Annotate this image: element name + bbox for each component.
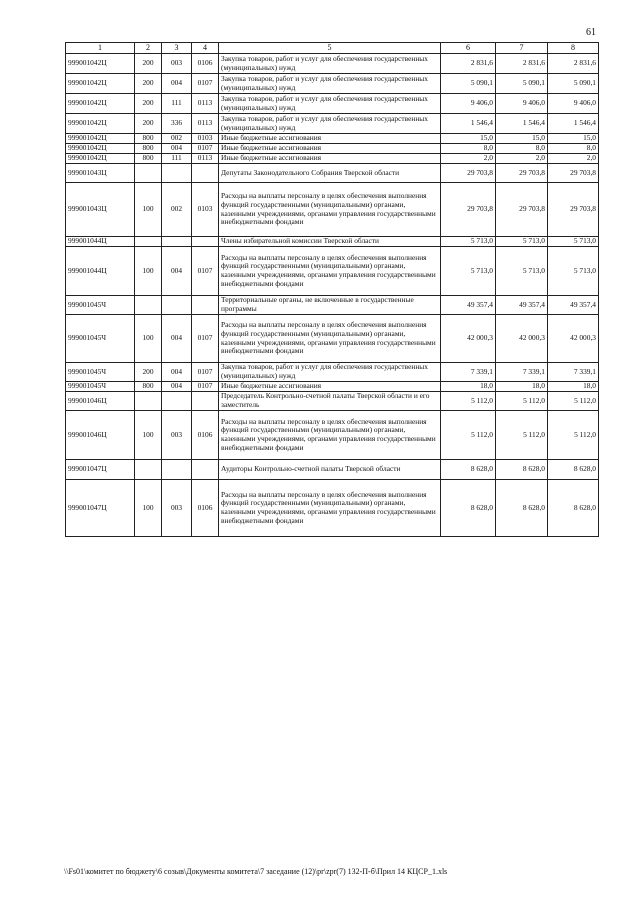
table-row [66, 144, 599, 154]
name-cell: Закупка товаров, работ и услуг для обеспечения государственных (муниципальных) нужд [219, 363, 441, 382]
expense-type-cell [135, 237, 162, 247]
amount-col7-cell: 2 831,6 [496, 54, 548, 74]
amount-col7-cell: 5 112,0 [496, 392, 548, 411]
expense-type-cell [135, 164, 162, 183]
name-cell: Аудиторы Контрольно-счетной палаты Тверской области [219, 460, 441, 480]
section-cell: 004 [162, 74, 192, 94]
amount-col7-cell: 9 406,0 [496, 94, 548, 114]
name-cell: Расходы на выплаты персоналу в целях обеспечения выполнения функций государственными (муниципальными) органами, казенными учреждениями, органами управления государственными внебюджетными фондами [219, 315, 441, 363]
header-col-8: 8 [548, 43, 599, 54]
name-cell: Члены избирательной комиссии Тверской области [219, 237, 441, 247]
amount-col7-cell: 42 000,3 [496, 315, 548, 363]
csr-code-cell: 999001042Ц [66, 74, 135, 94]
amount-col6-cell: 2,0 [441, 154, 496, 164]
amount-col8-cell: 18,0 [548, 382, 599, 392]
expense-type-cell: 100 [135, 183, 162, 237]
subsection-cell [192, 164, 219, 183]
amount-col8-cell: 15,0 [548, 134, 599, 144]
table-row [66, 154, 599, 164]
amount-col7-cell: 15,0 [496, 134, 548, 144]
csr-code-cell: 999001043Ц [66, 164, 135, 183]
section-cell [162, 237, 192, 247]
csr-code-cell: 999001042Ц [66, 94, 135, 114]
table-row [66, 114, 599, 134]
amount-col7-cell: 5 112,0 [496, 411, 548, 460]
subsection-cell: 0107 [192, 363, 219, 382]
csr-code-cell: 999001045Ч [66, 296, 135, 315]
table-row [66, 411, 599, 460]
amount-col6-cell: 1 546,4 [441, 114, 496, 134]
table-row [66, 247, 599, 296]
name-cell: Территориальные органы, не включенные в государственные программы [219, 296, 441, 315]
section-cell: 004 [162, 144, 192, 154]
expense-type-cell: 800 [135, 134, 162, 144]
amount-col6-cell: 8,0 [441, 144, 496, 154]
subsection-cell: 0103 [192, 134, 219, 144]
amount-col8-cell: 8,0 [548, 144, 599, 154]
expense-type-cell: 200 [135, 114, 162, 134]
table-header-row [66, 43, 599, 54]
name-cell: Закупка товаров, работ и услуг для обеспечения государственных (муниципальных) нужд [219, 94, 441, 114]
amount-col8-cell: 2,0 [548, 154, 599, 164]
section-cell: 003 [162, 480, 192, 537]
csr-code-cell: 999001044Ц [66, 237, 135, 247]
subsection-cell [192, 296, 219, 315]
section-cell: 002 [162, 134, 192, 144]
amount-col6-cell: 2 831,6 [441, 54, 496, 74]
name-cell: Иные бюджетные ассигнования [219, 382, 441, 392]
csr-code-cell: 999001046Ц [66, 392, 135, 411]
amount-col6-cell: 8 628,0 [441, 460, 496, 480]
csr-code-cell: 999001044Ц [66, 247, 135, 296]
csr-code-cell: 999001046Ц [66, 411, 135, 460]
subsection-cell: 0107 [192, 247, 219, 296]
amount-col8-cell: 1 546,4 [548, 114, 599, 134]
subsection-cell [192, 392, 219, 411]
name-cell: Закупка товаров, работ и услуг для обеспечения государственных (муниципальных) нужд [219, 54, 441, 74]
name-cell: Расходы на выплаты персоналу в целях обеспечения выполнения функций государственными (муниципальными) органами, казенными учреждениями, органами управления государственными внебюджетными фондами [219, 247, 441, 296]
subsection-cell [192, 460, 219, 480]
csr-code-cell: 999001045Ч [66, 315, 135, 363]
table-row [66, 382, 599, 392]
amount-col7-cell: 5 713,0 [496, 247, 548, 296]
name-cell: Депутаты Законодательного Собрания Тверской области [219, 164, 441, 183]
amount-col6-cell: 5 090,1 [441, 74, 496, 94]
name-cell: Закупка товаров, работ и услуг для обеспечения государственных (муниципальных) нужд [219, 114, 441, 134]
amount-col7-cell: 18,0 [496, 382, 548, 392]
name-cell: Иные бюджетные ассигнования [219, 144, 441, 154]
amount-col6-cell: 9 406,0 [441, 94, 496, 114]
csr-code-cell: 999001042Ц [66, 134, 135, 144]
section-cell [162, 164, 192, 183]
amount-col8-cell: 7 339,1 [548, 363, 599, 382]
expense-type-cell [135, 296, 162, 315]
header-col-2: 2 [135, 43, 162, 54]
name-cell: Закупка товаров, работ и услуг для обеспечения государственных (муниципальных) нужд [219, 74, 441, 94]
amount-col6-cell: 5 713,0 [441, 247, 496, 296]
table-row [66, 460, 599, 480]
section-cell: 002 [162, 183, 192, 237]
section-cell [162, 296, 192, 315]
budget-table [65, 42, 599, 537]
amount-col6-cell: 5 713,0 [441, 237, 496, 247]
amount-col7-cell: 8 628,0 [496, 460, 548, 480]
amount-col7-cell: 29 703,8 [496, 164, 548, 183]
expense-type-cell: 800 [135, 154, 162, 164]
name-cell: Расходы на выплаты персоналу в целях обеспечения выполнения функций государственными (муниципальными) органами, казенными учреждениями, органами управления государственными внебюджетными фондами [219, 411, 441, 460]
section-cell: 004 [162, 247, 192, 296]
amount-col8-cell: 9 406,0 [548, 94, 599, 114]
expense-type-cell: 200 [135, 363, 162, 382]
csr-code-cell: 999001042Ц [66, 54, 135, 74]
section-cell: 003 [162, 54, 192, 74]
subsection-cell: 0106 [192, 54, 219, 74]
table-row [66, 315, 599, 363]
expense-type-cell: 800 [135, 382, 162, 392]
table-row [66, 74, 599, 94]
subsection-cell: 0107 [192, 144, 219, 154]
subsection-cell: 0113 [192, 94, 219, 114]
amount-col8-cell: 49 357,4 [548, 296, 599, 315]
csr-code-cell: 999001042Ц [66, 144, 135, 154]
section-cell: 004 [162, 363, 192, 382]
csr-code-cell: 999001047Ц [66, 460, 135, 480]
table-row [66, 164, 599, 183]
expense-type-cell [135, 460, 162, 480]
subsection-cell: 0107 [192, 382, 219, 392]
section-cell: 004 [162, 315, 192, 363]
csr-code-cell: 999001042Ц [66, 154, 135, 164]
amount-col6-cell: 5 112,0 [441, 411, 496, 460]
name-cell: Иные бюджетные ассигнования [219, 134, 441, 144]
amount-col8-cell: 5 112,0 [548, 411, 599, 460]
subsection-cell [192, 237, 219, 247]
expense-type-cell: 200 [135, 74, 162, 94]
subsection-cell: 0103 [192, 183, 219, 237]
expense-type-cell [135, 392, 162, 411]
expense-type-cell: 100 [135, 480, 162, 537]
header-col-3: 3 [162, 43, 192, 54]
section-cell [162, 392, 192, 411]
expense-type-cell: 800 [135, 144, 162, 154]
amount-col8-cell: 2 831,6 [548, 54, 599, 74]
expense-type-cell: 100 [135, 247, 162, 296]
amount-col8-cell: 5 713,0 [548, 237, 599, 247]
amount-col6-cell: 7 339,1 [441, 363, 496, 382]
amount-col8-cell: 5 090,1 [548, 74, 599, 94]
subsection-cell: 0106 [192, 480, 219, 537]
table-body [66, 54, 599, 537]
amount-col6-cell: 29 703,8 [441, 183, 496, 237]
csr-code-cell: 999001047Ц [66, 480, 135, 537]
section-cell: 111 [162, 154, 192, 164]
amount-col6-cell: 8 628,0 [441, 480, 496, 537]
table-row [66, 296, 599, 315]
amount-col7-cell: 5 713,0 [496, 237, 548, 247]
amount-col8-cell: 42 000,3 [548, 315, 599, 363]
csr-code-cell: 999001045Ч [66, 363, 135, 382]
expense-type-cell: 100 [135, 315, 162, 363]
table-row [66, 480, 599, 537]
csr-code-cell: 999001043Ц [66, 183, 135, 237]
amount-col8-cell: 29 703,8 [548, 164, 599, 183]
csr-code-cell: 999001042Ц [66, 114, 135, 134]
subsection-cell: 0107 [192, 74, 219, 94]
csr-code-cell: 999001045Ч [66, 382, 135, 392]
amount-col6-cell: 49 357,4 [441, 296, 496, 315]
expense-type-cell: 200 [135, 54, 162, 74]
amount-col6-cell: 42 000,3 [441, 315, 496, 363]
header-col-1: 1 [66, 43, 135, 54]
expense-type-cell: 200 [135, 94, 162, 114]
amount-col8-cell: 8 628,0 [548, 480, 599, 537]
file-path-footer: \\Fs01\комитет по бюджету\6 созыв\Документы комитета\7 заседание (12)\pr\zpr(7) 132-П-б\Прил 14 КЦСР_1.xls [64, 867, 448, 876]
amount-col7-cell: 8,0 [496, 144, 548, 154]
header-col-6: 6 [441, 43, 496, 54]
expense-type-cell: 100 [135, 411, 162, 460]
section-cell: 004 [162, 382, 192, 392]
amount-col7-cell: 1 546,4 [496, 114, 548, 134]
amount-col8-cell: 5 713,0 [548, 247, 599, 296]
name-cell: Председатель Контрольно-счетной палаты Тверской области и его заместитель [219, 392, 441, 411]
amount-col7-cell: 7 339,1 [496, 363, 548, 382]
section-cell [162, 460, 192, 480]
header-col-4: 4 [192, 43, 219, 54]
table-row [66, 392, 599, 411]
name-cell: Расходы на выплаты персоналу в целях обеспечения выполнения функций государственными (муниципальными) органами, казенными учреждениями, органами управления государственными внебюджетными фондами [219, 480, 441, 537]
amount-col6-cell: 5 112,0 [441, 392, 496, 411]
amount-col7-cell: 29 703,8 [496, 183, 548, 237]
header-col-5: 5 [219, 43, 441, 54]
table-row [66, 134, 599, 144]
subsection-cell: 0113 [192, 154, 219, 164]
amount-col8-cell: 29 703,8 [548, 183, 599, 237]
name-cell: Расходы на выплаты персоналу в целях обеспечения выполнения функций государственными (муниципальными) органами, казенными учреждениями, органами управления государственными внебюджетными фондами [219, 183, 441, 237]
table-row [66, 183, 599, 237]
amount-col6-cell: 15,0 [441, 134, 496, 144]
amount-col7-cell: 5 090,1 [496, 74, 548, 94]
section-cell: 336 [162, 114, 192, 134]
amount-col8-cell: 8 628,0 [548, 460, 599, 480]
amount-col7-cell: 8 628,0 [496, 480, 548, 537]
header-col-7: 7 [496, 43, 548, 54]
amount-col7-cell: 49 357,4 [496, 296, 548, 315]
amount-col7-cell: 2,0 [496, 154, 548, 164]
subsection-cell: 0113 [192, 114, 219, 134]
amount-col6-cell: 29 703,8 [441, 164, 496, 183]
subsection-cell: 0106 [192, 411, 219, 460]
section-cell: 111 [162, 94, 192, 114]
table-row [66, 237, 599, 247]
table-row [66, 54, 599, 74]
amount-col8-cell: 5 112,0 [548, 392, 599, 411]
table-row [66, 363, 599, 382]
section-cell: 003 [162, 411, 192, 460]
name-cell: Иные бюджетные ассигнования [219, 154, 441, 164]
subsection-cell: 0107 [192, 315, 219, 363]
table-row [66, 94, 599, 114]
amount-col6-cell: 18,0 [441, 382, 496, 392]
page-number: 61 [586, 27, 596, 38]
